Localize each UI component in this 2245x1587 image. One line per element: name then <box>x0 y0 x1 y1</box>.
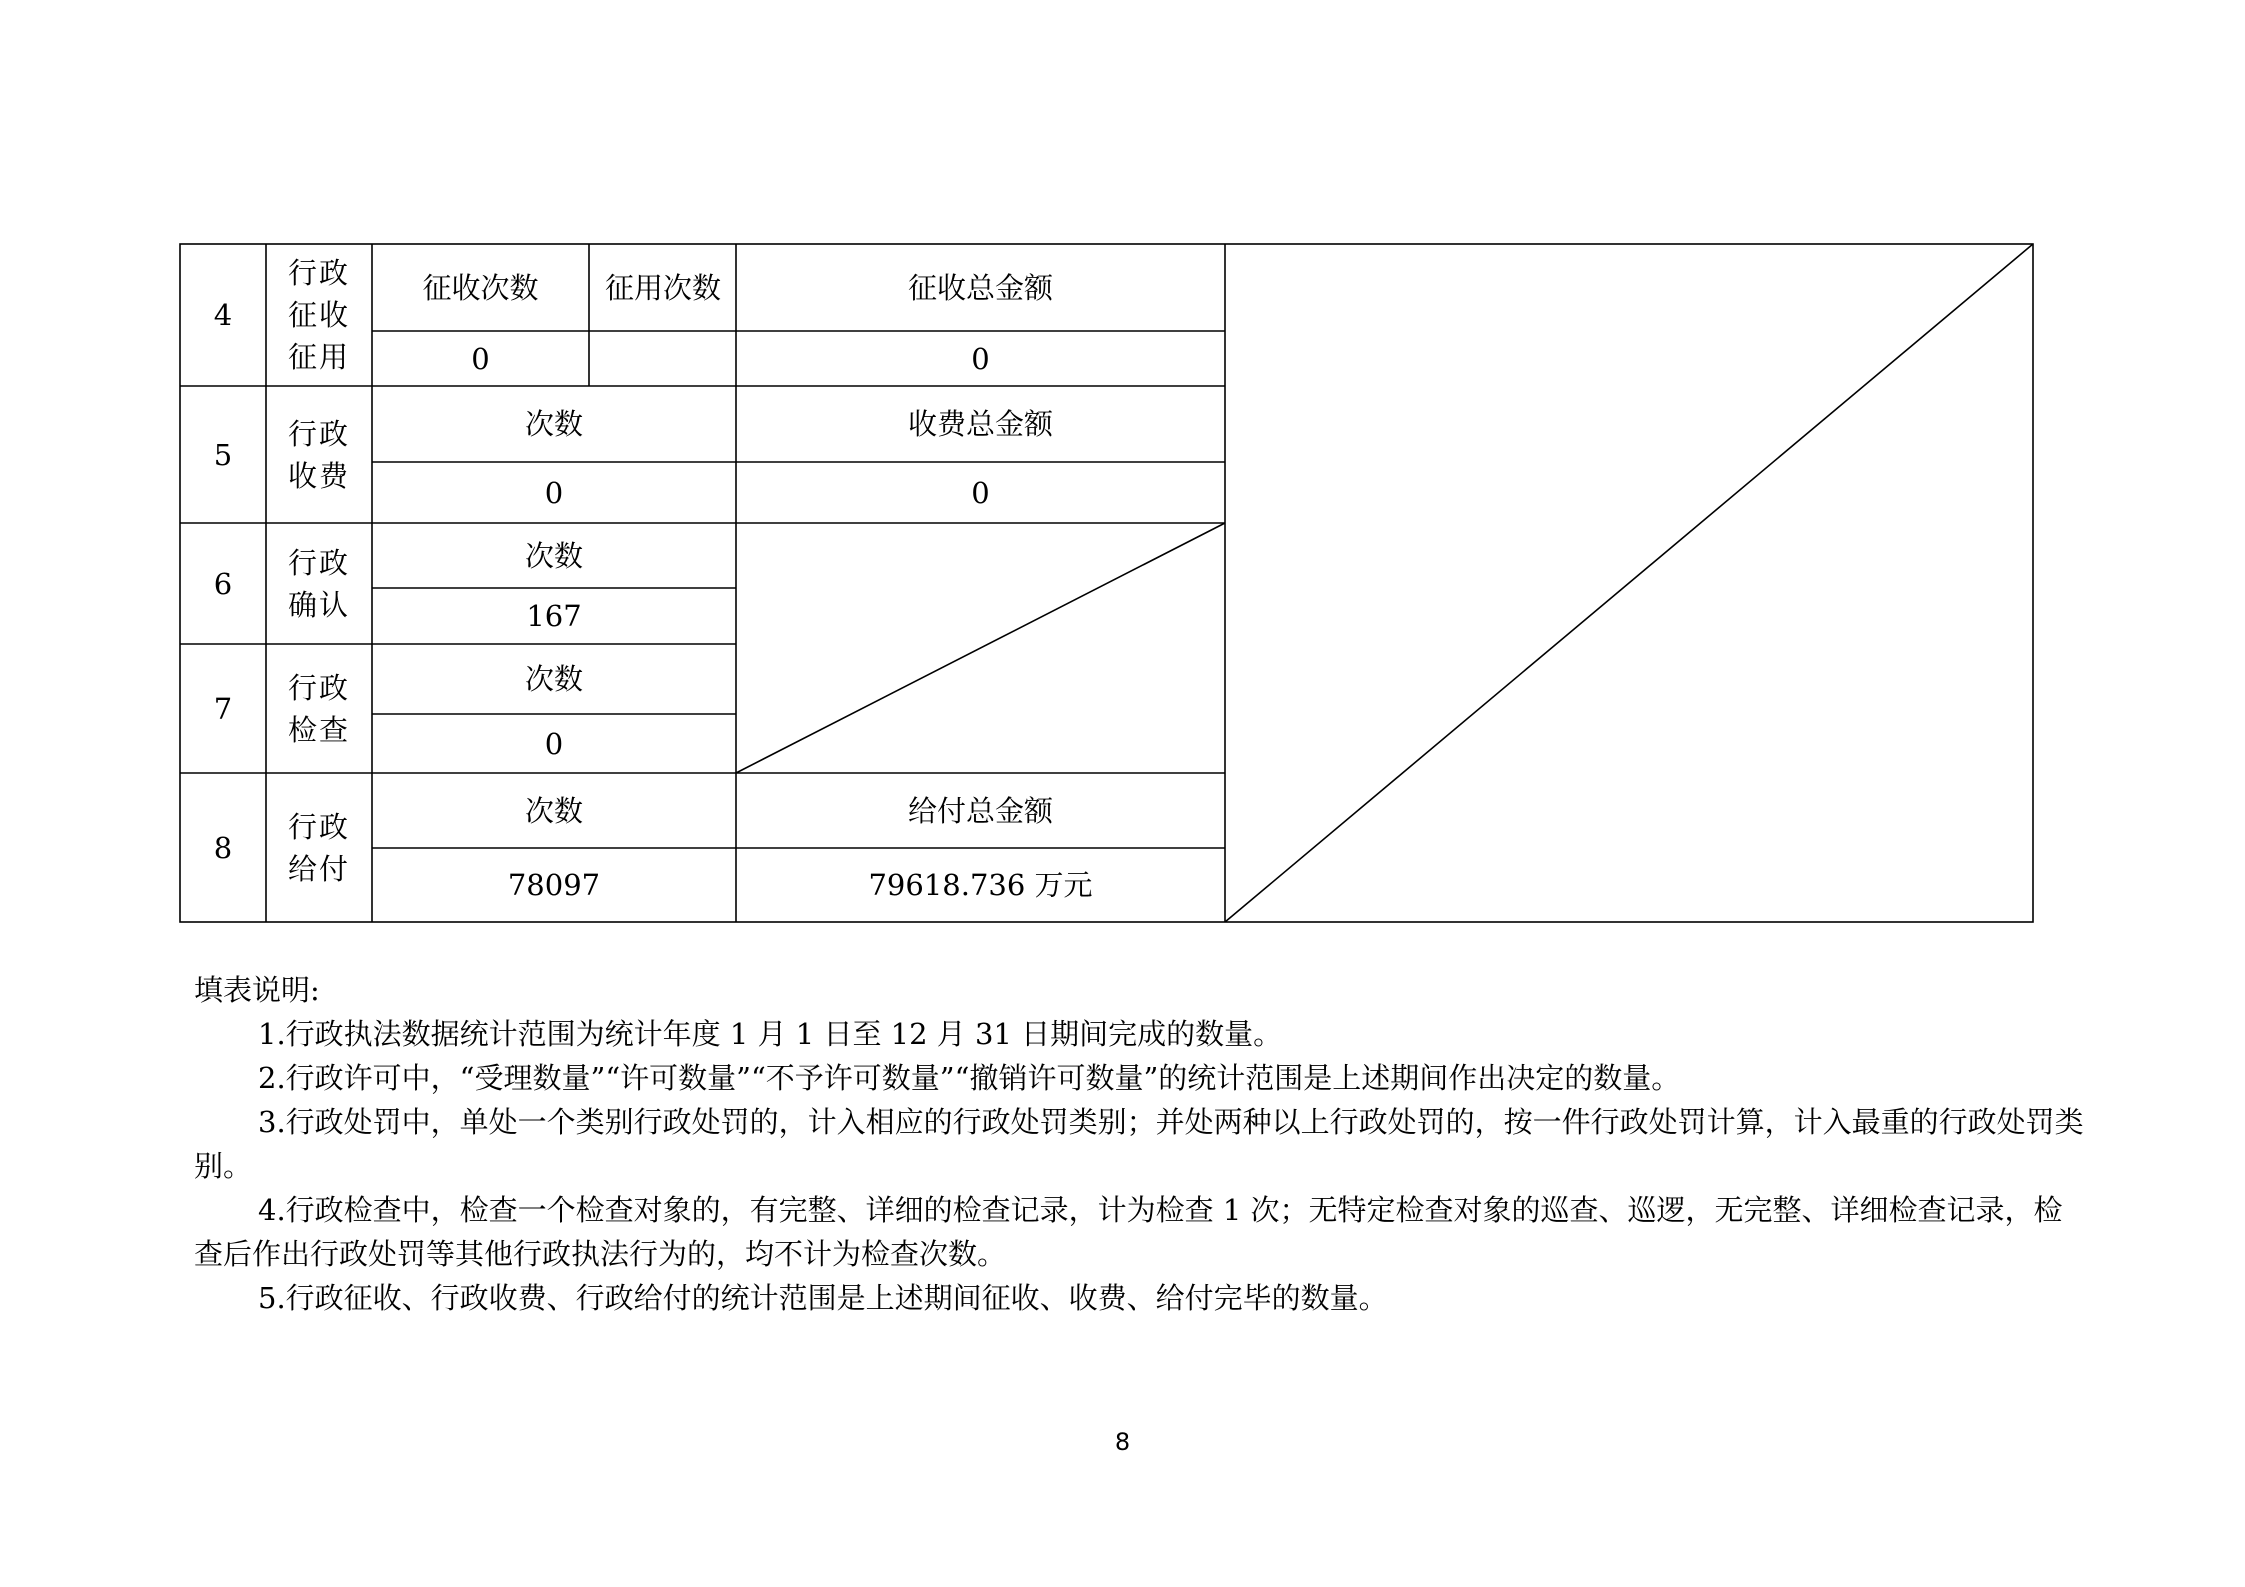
row-4-header-requisition-count: 征用次数 <box>604 270 721 305</box>
row-8-index: 8 <box>213 830 233 865</box>
row-4-value-collect-count: 0 <box>471 341 490 376</box>
row-4-value-requisition-count <box>589 331 736 386</box>
row-4-header-collect-count: 征收次数 <box>422 270 539 305</box>
row-8-label: 行政 给付 <box>287 809 350 886</box>
row-4-value-collect-amount: 0 <box>971 341 990 376</box>
diagonal-slash-small <box>736 523 1225 773</box>
note-item: 1.行政执法数据统计范围为统计年度 1 月 1 日至 12 月 31 日期间完成的数量。 <box>258 1017 1283 1051</box>
page-number: 8 <box>1114 1428 1131 1456</box>
row-5-header-count: 次数 <box>524 407 583 441</box>
row-7-label: 行政 检查 <box>287 670 350 747</box>
row-8-value-payment-amount: 79618.736 万元 <box>868 868 1093 902</box>
notes-title: 填表说明: <box>194 973 320 1007</box>
row-6-value-count: 167 <box>526 599 582 633</box>
fill-instructions <box>194 968 2084 1320</box>
note-item: 4.行政检查中，检查一个检查对象的，有完整、详细的检查记录，计为检查 1 次；无特定检查对象的巡查、巡逻，无完整、详细检查记录，检查后作出行政处罚等其他行政执法行为的，均不计为检查次数。 <box>194 1193 2063 1271</box>
row-5-header-fee-amount: 收费总金额 <box>907 407 1053 441</box>
row-5-label: 行政 收费 <box>287 416 350 493</box>
note-item: 3.行政处罚中，单处一个类别行政处罚的，计入相应的行政处罚类别；并处两种以上行政处罚的，按一件行政处罚计算，计入最重的行政处罚类别。 <box>194 1105 2084 1183</box>
row-7-value-count: 0 <box>544 726 564 761</box>
row-7-index: 7 <box>213 691 233 726</box>
diagonal-slash-large <box>1225 244 2033 922</box>
row-4-label: 行政 征收 征用 <box>287 256 350 374</box>
row-5-value-count: 0 <box>544 475 564 510</box>
note-item: 5.行政征收、行政收费、行政给付的统计范围是上述期间征收、收费、给付完毕的数量。 <box>258 1281 1388 1315</box>
row-5-value-fee-amount: 0 <box>971 475 990 510</box>
row-4-index: 4 <box>213 298 233 332</box>
row-6-header-count: 次数 <box>524 538 583 573</box>
row-6-index: 6 <box>213 566 233 601</box>
row-7-header-count: 次数 <box>524 662 583 696</box>
row-6-label: 行政 确认 <box>287 545 350 622</box>
note-item: 2.行政许可中，“受理数量”“许可数量”“不予许可数量”“撤销许可数量”的统计范围是上述期间作出决定的数量。 <box>258 1061 1681 1095</box>
row-8-value-count: 78097 <box>507 868 601 902</box>
row-4-header-collect-amount: 征收总金额 <box>907 270 1053 305</box>
row-5-index: 5 <box>213 437 233 472</box>
row-8-header-count: 次数 <box>524 793 583 828</box>
row-8-header-payment-amount: 给付总金额 <box>907 793 1053 828</box>
